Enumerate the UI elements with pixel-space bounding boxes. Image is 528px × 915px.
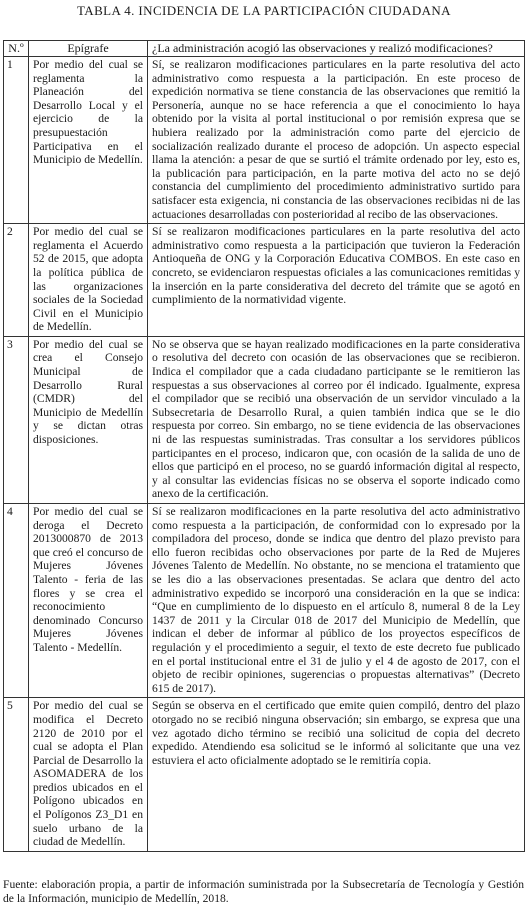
- table-row: [4, 698, 525, 852]
- table-row: [4, 57, 525, 224]
- source-note: Fuente: elaboración propia, a partir de información suministrada por la Subsecretaría de Tecnología y Gestión de la Información, municipio de Medellín, 2018.: [3, 878, 524, 905]
- row-epigrafe: Por medio del cual se reglamenta el Acuerdo 52 de 2015, que adopta la política pública de las organizaciones sociales de la Sociedad Civil en el Municipio de Medellín.: [29, 224, 148, 337]
- table-row: [4, 336, 525, 503]
- row-answer: Sí se realizaron modificaciones particulares en la parte resolutiva del acto administrativo como respuesta a la participación que tuvieron la Federación Antioqueña de ONG y la Corporación Educativa COMBOS. En este caso en concreto, se evidenciaron respuestas oficiales a las comunicaciones remitidas y la inserción en la parte considerativa del decreto del trámite que se agotó en cumplimiento de la normatividad vigente.: [148, 224, 525, 337]
- header-question: ¿La administración acogió las observaciones y realizó modificaciones?: [148, 41, 525, 57]
- row-number: 4: [4, 504, 29, 698]
- row-answer: Según se observa en el certificado que emite quien compiló, dentro del plazo otorgado no se recibió ninguna observación; sin embargo, se expresa que una vez agotado dicho término se recibió una solicitud de copia del decreto expedido. Atendiendo esa solicitud se le informó al solicitante que una vez estuviera el acto oficialmente adoptado se le remitiría copia.: [148, 698, 525, 852]
- row-number: 5: [4, 698, 29, 852]
- row-number: 3: [4, 336, 29, 503]
- row-epigrafe: Por medio del cual se deroga el Decreto 2013000870 de 2013 que creó el concurso de Mujeres Jóvenes Talento - feria de las flores y se crea el reconocimiento denominado Concurso Mujeres Jóvenes Talento - Medellín.: [29, 504, 148, 698]
- row-number: 1: [4, 57, 29, 224]
- row-answer: No se observa que se hayan realizado modificaciones en la parte considerativa o resolutiva del decreto con ocasión de las observaciones que se recibieron. Indica el compilador que a cada ciudadano participante se le remitieron las respuestas a sus observaciones al correo por él indicado. Igualmente, expresa el compilador que se recibió una observación de un servidor vinculado a la Subsecretaria de Desarrollo Rural, a quien también indica que se le dio respuesta por correo. Sin embargo, no se tiene evidencia de las observaciones ni de las respuestas suministradas. Tras consultar a los servidores públicos participantes en el proceso, indicaron que, con ocasión de la salida de uno de ellos que participó en el proceso, no se guardó información digital al respecto, y al consultar las evidencias físicas no se observa el soporte indicado como anexo de la certificación.: [148, 336, 525, 503]
- table-title: TABLA 4. INCIDENCIA DE LA PARTICIPACIÓN CIUDADANA: [77, 3, 451, 18]
- participation-table: [3, 40, 525, 852]
- row-epigrafe: Por medio del cual se crea el Consejo Municipal de Desarrollo Rural (CMDR) del Municipio de Medellín y se dictan otras disposiciones.: [29, 336, 148, 503]
- row-number: 2: [4, 224, 29, 337]
- table-header-row: [4, 41, 525, 57]
- header-num: N.º: [4, 41, 29, 57]
- row-answer: Sí, se realizaron modificaciones particulares en la parte resolutiva del acto administrativo como respuesta a la participación. En este proceso de expedición normativa se tiene constancia de las observaciones que remitió la Personería, aunque no se hace referencia a que el conocimiento lo haya obtenido por la visita al portal institucional o por remisión expresa que se hubiera realizado por la administración como parte del ejercicio de socialización realizado durante el proceso de adopción. Un aspecto especial llama la atención: a pesar de que se surtió el trámite ordenado por ley, esto es, la publicación para participación, en la parte motiva del acto no se dejó constancia del cumplimiento del procedimiento administrativo surtido para satisfacer esta exigencia, ni constancia de las observaciones recibidas ni de las actuaciones desarrolladas con posterioridad al recibo de las observaciones.: [148, 57, 525, 224]
- row-epigrafe: Por medio del cual se modifica el Decreto 2120 de 2010 por el cual se adopta el Plan Parcial de Desarrollo la ASOMADERA de los predios ubicados en el Polígono ubicados en el Polígonos Z3_D1 en suelo urbano de la ciudad de Medellín.: [29, 698, 148, 852]
- header-epigrafe: Epígrafe: [29, 41, 148, 57]
- row-epigrafe: Por medio del cual se reglamenta la Planeación del Desarrollo Local y el ejercicio de la presupuestación Participativa en el Municipio de Medellín.: [29, 57, 148, 224]
- table-row: [4, 224, 525, 337]
- row-answer: Sí se realizaron modificaciones en la parte resolutiva del acto administrativo como respuesta a la participación, de conformidad con lo expresado por la compiladora del proceso, donde se indica que dentro del plazo previsto para ello fueron recibidas ocho observaciones por parte de la Red de Mujeres Jóvenes Talento de Medellín. No obstante, no se menciona el tratamiento que se les dio a las observaciones presentadas. Se aclara que dentro del acto administrativo expedido se incorporó una consideración en la que se indica: “Que en cumplimiento de lo dispuesto en el artículo 8, numeral 8 de la Ley 1437 de 2011 y la Circular 018 de 2017 del Municipio de Medellín, que indican el deber de informar al público de los proyectos específicos de regulación y el procedimiento a seguir, el texto de este decreto fue publicado en el portal institucional entre el 31 de julio y el 4 de agosto de 2017, con el objeto de recibir opiniones, sugerencias o propuestas alternativas” (Decreto 615 de 2017).: [148, 504, 525, 698]
- table-row: [4, 504, 525, 698]
